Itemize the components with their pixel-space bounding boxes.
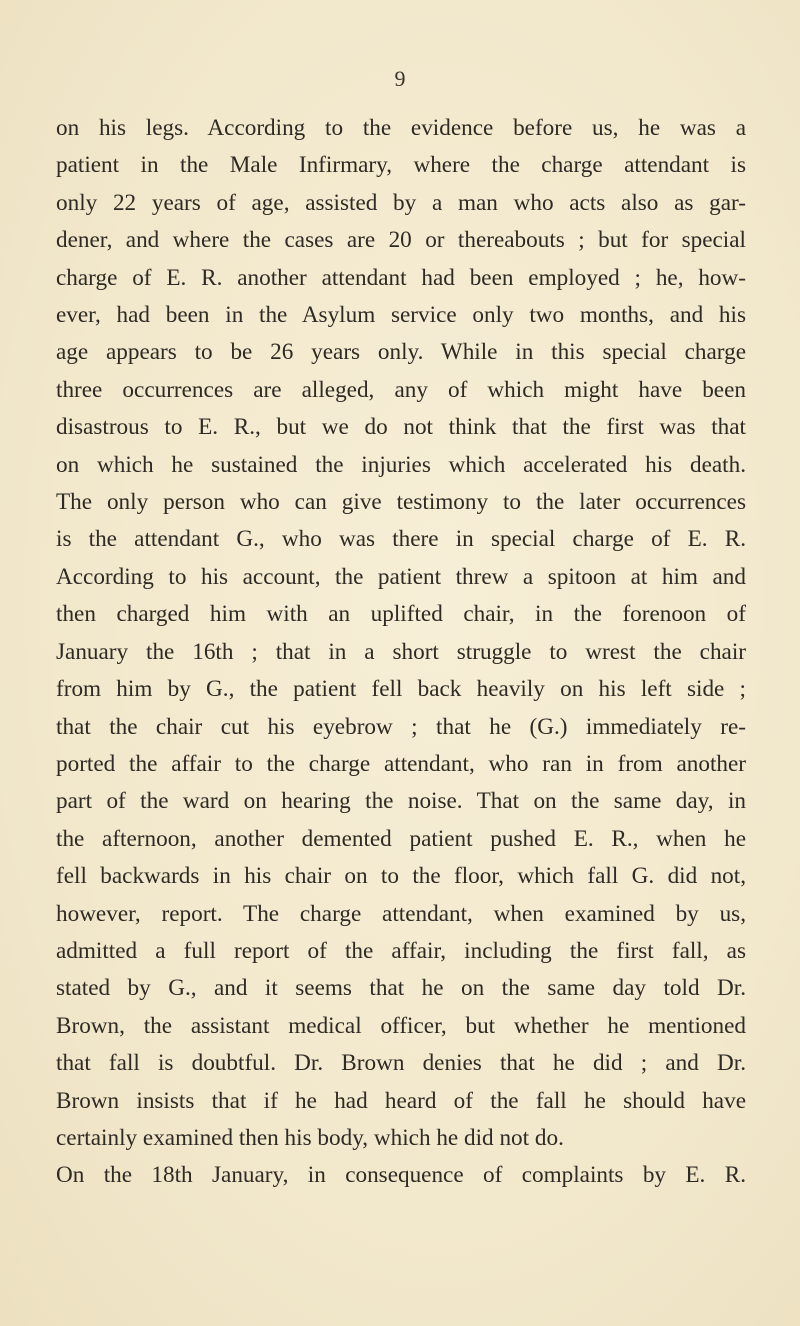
text-line: Brown insists that if he had heard of the fall he should have [56,1087,746,1114]
text-line: the afternoon, another demented patient pushed E. R., when he [56,825,746,852]
text-line: January the 16th ; that in a short struggle to wrest the chair [56,638,746,665]
text-line: from him by G., the patient fell back heavily on his left side ; [56,676,746,703]
text-line: ever, had been in the Asylum service only two months, and his [56,302,746,329]
text-line: is the attendant G., who was there in special charge of E. R. [56,526,746,553]
text-line: The only person who can give testimony to the later occurrences [56,489,746,516]
text-line: then charged him with an uplifted chair, in the forenoon of [56,601,746,628]
text-line: ported the affair to the charge attendant, who ran in from another [56,750,746,777]
text-line: age appears to be 26 years only. While in this special charge [56,339,746,366]
text-line: admitted a full report of the affair, including the first fall, as [56,937,746,964]
text-line: on his legs. According to the evidence before us, he was a [56,115,746,141]
text-line: on which he sustained the injuries which accelerated his death. [56,451,746,478]
text-line: dener, and where the cases are 20 or thereabouts ; but for special [56,227,746,254]
text-line: three occurrences are alleged, any of which might have been [56,376,746,403]
text-line: fell backwards in his chair on to the floor, which fall G. did not, [56,863,746,890]
text-line: According to his account, the patient threw a spitoon at him and [56,563,746,590]
body-text [56,110,746,1195]
text-line: certainly examined then his body, which he did not do. [56,1124,564,1151]
text-line: patient in the Male Infirmary, where the charge attendant is [56,152,746,179]
text-line: only 22 years of age, assisted by a man who acts also as gar- [56,189,746,216]
page-number: 9 [394,66,406,91]
text-line: charge of E. R. another attendant had been employed ; he, how- [56,264,746,291]
text-line: that the chair cut his eyebrow ; that he (G.) immediately re- [56,713,746,740]
text-line: stated by G., and it seems that he on the same day told Dr. [56,975,746,1002]
text-line: that fall is doubtful. Dr. Brown denies that he did ; and Dr. [56,1050,746,1077]
text-line: Brown, the assistant medical officer, but whether he mentioned [56,1012,746,1039]
text-line: part of the ward on hearing the noise. That on the same day, in [56,788,746,815]
text-line: however, report. The charge attendant, when examined by us, [56,900,746,927]
text-line: disastrous to E. R., but we do not think that the first was that [56,414,746,441]
text-line: On the 18th January, in consequence of complaints by E. R. [56,1162,746,1189]
